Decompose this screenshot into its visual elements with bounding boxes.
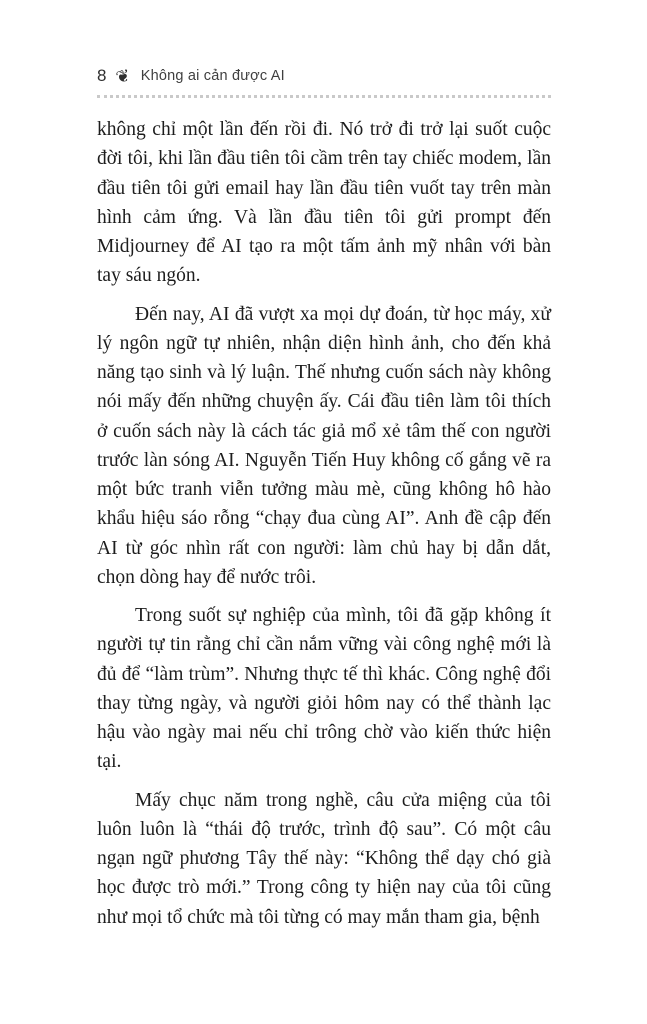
paragraph: không chỉ một lần đến rồi đi. Nó trở đi trở lại suốt cuộc đời tôi, khi lần đầu tiên tôi cầm trên tay chiếc modem, lần đầu tiên tôi gửi email hay lần đầu tiên vuốt tay trên màn hình cảm ứng. Và lần đầu tiên tôi gửi prompt đến Midjourney để AI tạo ra một tấm ảnh mỹ nhân với bàn tay sáu ngón.: [97, 119, 551, 287]
page-number: 8: [97, 66, 107, 85]
paragraph: Mấy chục năm trong nghề, câu cửa miệng của tôi luôn luôn là “thái độ trước, trình độ sau”. Có một câu ngạn ngữ phương Tây thế này: “Không thể dạy chó già học được trò mới.” Trong công ty hiện nay của tôi cũng như mọi tổ chức mà tôi từng có may mắn tham gia, bệnh: [97, 789, 551, 928]
header-ornament-icon: ❦: [114, 65, 133, 87]
book-title: Không ai cản được AI: [140, 68, 285, 84]
page-header: [97, 66, 551, 86]
body-text: [97, 115, 551, 932]
paragraph: Trong suốt sự nghiệp của mình, tôi đã gặp không ít người tự tin rằng chỉ cần nắm vững vài công nghệ mới là đủ để “làm trùm”. Nhưng thực tế thì khác. Công nghệ đổi thay từng ngày, và người giỏi hôm nay có thể thành lạc hậu vào ngày mai nếu chỉ trông chờ vào kiến thức hiện tại.: [97, 605, 551, 773]
header-dotted-rule: [97, 95, 551, 98]
paragraph: Đến nay, AI đã vượt xa mọi dự đoán, từ học máy, xử lý ngôn ngữ tự nhiên, nhận diện hình ảnh, cho đến khả năng tạo sinh và lý luận. Thế nhưng cuốn sách này không nói mấy đến những chuyện ấy. Cái đầu tiên làm tôi thích ở cuốn sách này là cách tác giả mổ xẻ tâm thế con người trước làn sóng AI. Nguyễn Tiến Huy không cố gắng vẽ ra một bức tranh viễn tưởng màu mè, cũng không hô hào khẩu hiệu sáo rỗng “chạy đua cùng AI”. Anh đề cập đến AI từ góc nhìn rất con người: làm chủ hay bị dẫn dắt, chọn dòng hay để nước trôi.: [97, 303, 551, 588]
